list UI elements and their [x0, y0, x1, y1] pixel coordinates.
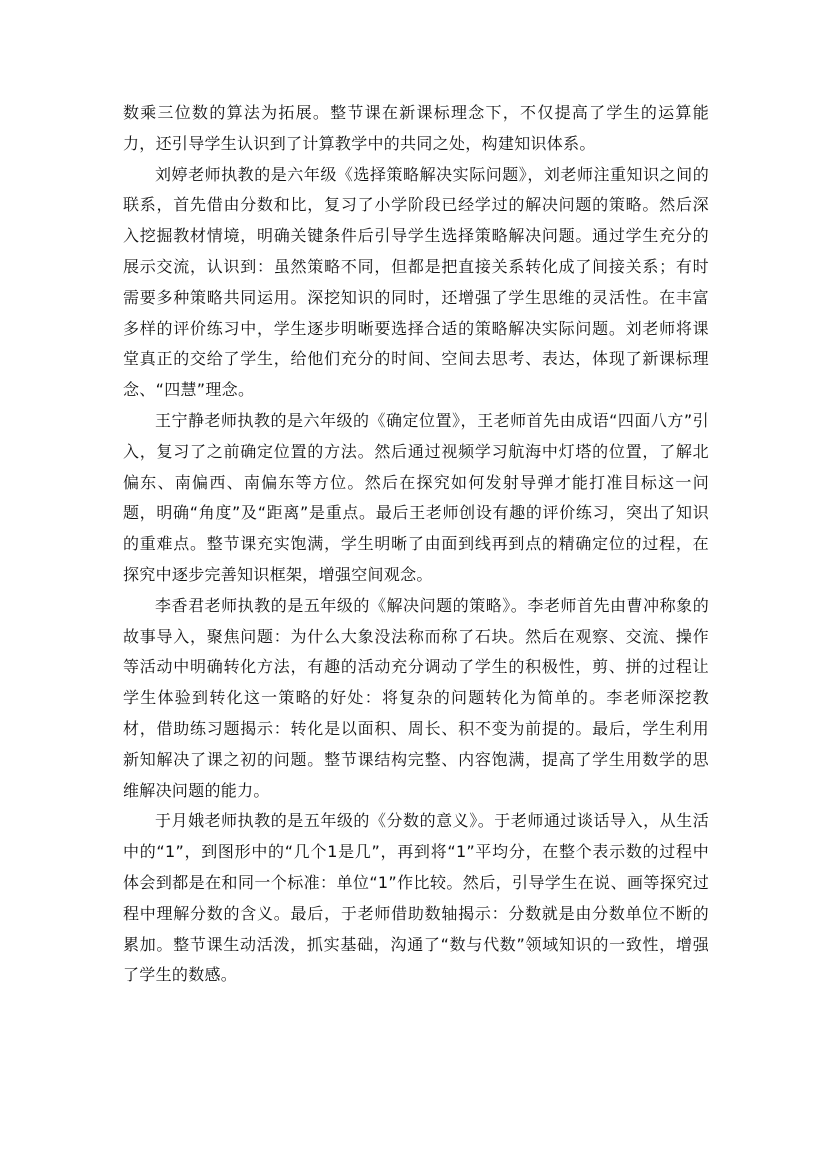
- paragraph-liu-ting: 刘婷老师执教的是六年级《选择策略解决实际问题》，刘老师注重知识之间的联系，首先借由分数和比，复习了小学阶段已经学过的解决问题的策略。然后深入挖掘教材情境，明确关键条件后引导学生选择策略解决问题。通过学生充分的展示交流，认识到：虽然策略不同，但都是把直接关系转化成了间接关系；有时需要多种策略共同运用。深挖知识的同时，还增强了学生思维的灵活性。在丰富多样的评价练习中，学生逐步明晰要选择合适的策略解决实际问题。刘老师将课堂真正的交给了学生，给他们充分的时间、空间去思考、表达，体现了新课标理念、“四慧”理念。: [123, 164, 709, 400]
- document-body: [123, 98, 709, 991]
- paragraph-continuation: 数乘三位数的算法为拓展。整节课在新课标理念下，不仅提高了学生的运算能力，还引导学生认识到了计算教学中的共同之处，构建知识体系。: [123, 103, 709, 153]
- paragraph-wang-ningjing: 王宁静老师执教的是六年级的《确定位置》，王老师首先由成语“四面八方”引入，复习了之前确定位置的方法。然后通过视频学习航海中灯塔的位置，了解北偏东、南偏西、南偏东等方位。然后在探究如何发射导弹才能打准目标这一问题，明确“角度”及“距离”是重点。最后王老师创设有趣的评价练习，突出了知识的重难点。整节课充实饱满，学生明晰了由面到线再到点的精确定位的过程，在探究中逐步完善知识框架，增强空间观念。: [123, 410, 709, 584]
- paragraph-yu-yue-e: 于月娥老师执教的是五年级的《分数的意义》。于老师通过谈话导入，从生活中的“1”，到图形中的“几个1是几”，再到将“1”平均分，在整个表示数的过程中体会到都是在和同一个标准：单位“1”作比较。然后，引导学生在说、画等探究过程中理解分数的含义。最后，于老师借助数轴揭示：分数就是由分数单位不断的累加。整节课生动活泼，抓实基础，沟通了“数与代数”领域知识的一致性，增强了学生的数感。: [123, 811, 709, 985]
- paragraph-li-xiangjun: 李香君老师执教的是五年级的《解决问题的策略》。李老师首先由曹冲称象的故事导入，聚焦问题：为什么大象没法称而称了石块。然后在观察、交流、操作等活动中明确转化方法，有趣的活动充分调动了学生的积极性，剪、拼的过程让学生体验到转化这一策略的好处：将复杂的问题转化为简单的。李老师深挖教材，借助练习题揭示：转化是以面积、周长、积不变为前提的。最后，学生利用新知解决了课之初的问题。整节课结构完整、内容饱满，提高了学生用数学的思维解决问题的能力。: [123, 595, 709, 800]
